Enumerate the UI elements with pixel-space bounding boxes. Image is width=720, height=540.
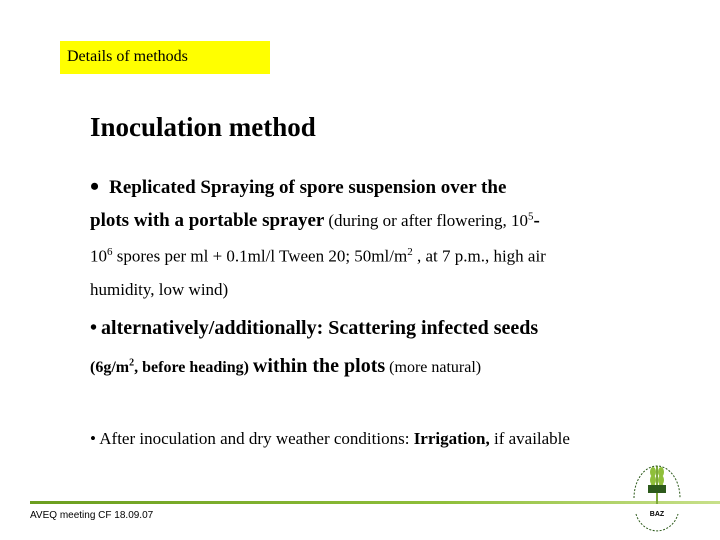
bullet-1-line-3: $10^6$ spores per ml + 0.1ml/l Tween 20; $50ml/m^2$ , at 7 p.m., high air	[90, 246, 546, 266]
bullet-icon: •	[90, 317, 98, 339]
footer-divider	[30, 501, 720, 504]
bullet-icon: •	[90, 429, 96, 448]
bullet-2-line-1: • alternatively/additionally: Scattering infected seeds	[90, 317, 539, 339]
bullet-3: • After inoculation and dry weather conditions: Irrigation, if available	[90, 429, 570, 448]
bullet-1-line-1: • Replicated Spraying of spore suspension over the	[90, 172, 507, 201]
footer-text: AVEQ meeting CF 18.09.07	[30, 510, 154, 521]
bullet-1-line-2: plots with a portable sprayer (during or after flowering, $10^5-$	[90, 210, 540, 231]
institute-logo	[626, 458, 688, 538]
bullet-1-line-4: humidity, low wind)	[90, 280, 229, 299]
bullet-2-line-2: ($6g/m^2$, before heading) within the plots (more natural)	[90, 355, 482, 377]
bullet-icon: •	[90, 172, 100, 201]
logo-abbrev: BAZ	[649, 511, 665, 518]
section-badge	[60, 41, 270, 74]
slide-title: Inoculation method	[90, 112, 316, 142]
section-badge-label: Details of methods	[67, 48, 188, 65]
